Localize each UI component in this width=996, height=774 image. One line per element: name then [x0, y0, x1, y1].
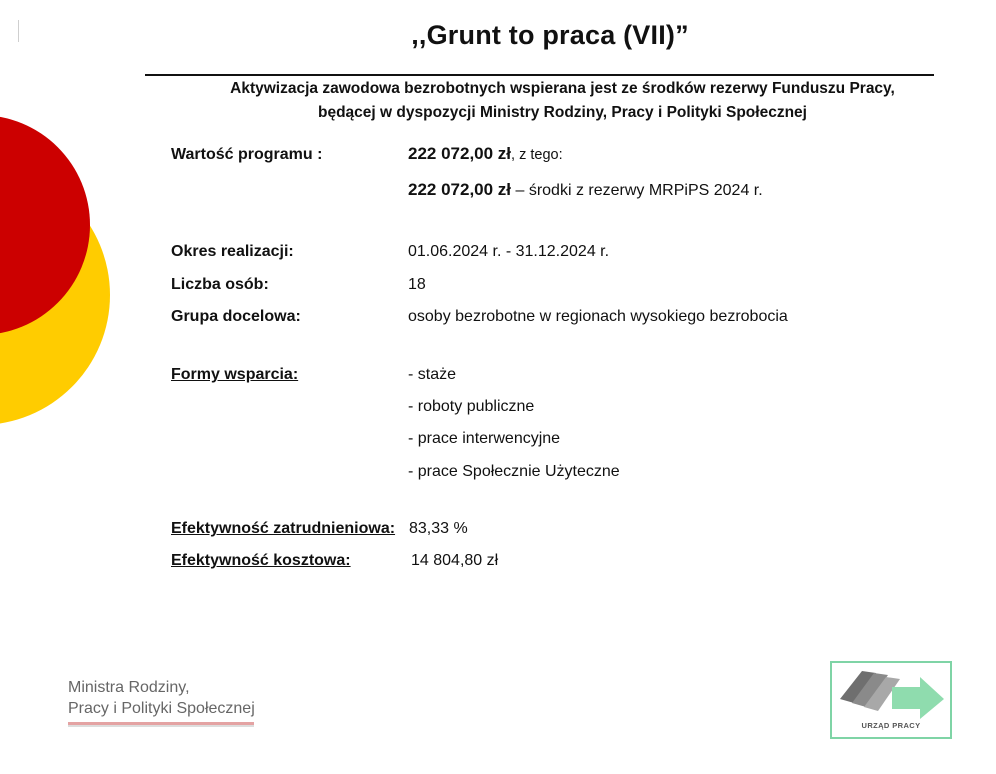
period-value: 01.06.2024 r. - 31.12.2024 r. [408, 243, 610, 260]
program-value-label: Wartość programu : [171, 146, 323, 163]
employment-efficiency-value: 83,33 % [409, 520, 468, 537]
ministry-line-2: Pracy i Polityki Społecznej [68, 700, 255, 717]
period-label: Okres realizacji: [171, 243, 294, 260]
ministry-flag-bar [68, 722, 254, 725]
page-title: ,,Grunt to praca (VII)” [411, 20, 689, 50]
office-logo [830, 661, 952, 739]
persons-value: 18 [408, 276, 426, 293]
subtitle-line-1: Aktywizacja zawodowa bezrobotnych wspierana jest ze środków rezerwy Funduszu Pracy, [230, 80, 895, 97]
employment-efficiency-label: Efektywność zatrudnieniowa: [171, 520, 396, 537]
support-form-item: - roboty publiczne [408, 398, 535, 415]
title-divider [145, 74, 934, 76]
ministry-line-1: Ministra Rodziny, [68, 679, 190, 696]
reserve-amount: 222 072,00 zł [408, 180, 512, 199]
support-form-item: - prace interwencyjne [408, 430, 561, 447]
cost-efficiency-label: Efektywność kosztowa: [171, 552, 351, 569]
ministry-logo [68, 677, 255, 719]
decorative-circles [0, 0, 120, 460]
reserve-value [408, 180, 763, 200]
program-amount-suffix: , z tego: [511, 147, 563, 163]
support-form-item: - staże [408, 366, 457, 383]
reserve-text: – środki z rezerwy MRPiPS 2024 r. [511, 182, 763, 199]
target-group-label: Grupa docelowa: [171, 308, 301, 325]
program-value [408, 144, 563, 164]
subtitle-line-2: będącej w dyspozycji Ministry Rodziny, Pracy i Polityki Społecznej [318, 104, 807, 121]
program-amount: 222 072,00 zł [408, 144, 512, 163]
support-form-item: - prace Społecznie Użyteczne [408, 463, 620, 480]
office-logo-icon [832, 663, 950, 721]
subtitle [200, 77, 925, 125]
target-group-value: osoby bezrobotne w regionach wysokiego bezrobocia [408, 308, 788, 325]
persons-label: Liczba osób: [171, 276, 269, 293]
office-logo-text: URZĄD PRACY [861, 721, 921, 730]
support-forms-label: Formy wsparcia: [171, 366, 299, 383]
cost-efficiency-value: 14 804,80 zł [411, 552, 499, 569]
